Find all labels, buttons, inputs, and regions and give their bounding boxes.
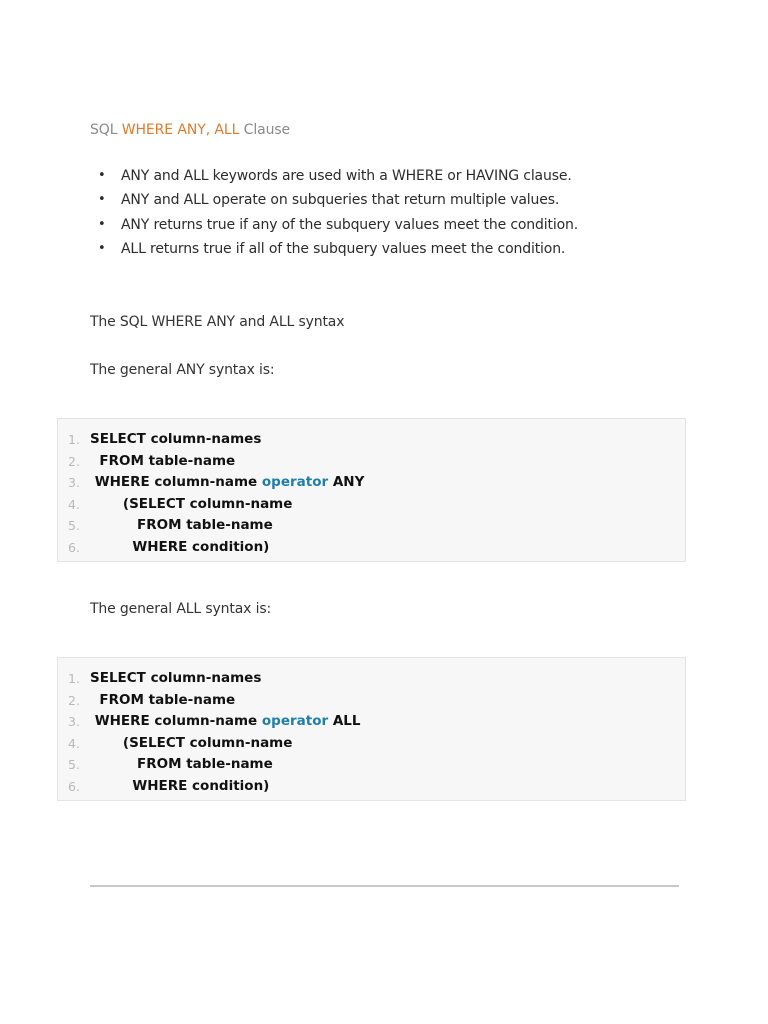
code-line bbox=[58, 776, 685, 798]
line-number: 3. bbox=[68, 714, 80, 729]
line-number: 4. bbox=[68, 735, 80, 751]
all-syntax-code-block[interactable] bbox=[57, 657, 686, 801]
code-indent bbox=[90, 496, 123, 512]
code-indent bbox=[90, 778, 132, 794]
code-text bbox=[90, 515, 273, 537]
bullet-item: • ALL returns true if all of the subquery values meet the condition. bbox=[98, 237, 578, 261]
code-line bbox=[58, 472, 685, 494]
code-segment: FROM table-name bbox=[137, 756, 273, 772]
code-segment: ALL bbox=[328, 713, 361, 729]
code-text bbox=[90, 429, 261, 451]
code-line bbox=[58, 690, 685, 712]
code-text bbox=[90, 451, 235, 473]
code-segment: SELECT column-names bbox=[90, 670, 262, 686]
code-text bbox=[90, 494, 292, 516]
code-keyword: operator bbox=[261, 474, 329, 490]
bullet-item: • ANY returns true if any of the subquery values meet the condition. bbox=[98, 213, 578, 237]
code-segment: FROM table-name bbox=[99, 691, 236, 708]
code-line bbox=[58, 494, 685, 516]
code-text bbox=[90, 733, 292, 755]
line-number: 4. bbox=[68, 496, 80, 512]
code-segment: FROM table-name bbox=[99, 452, 236, 469]
code-line bbox=[58, 733, 685, 755]
code-text bbox=[90, 668, 261, 690]
horizontal-divider bbox=[90, 885, 679, 887]
code-segment: (SELECT column-name bbox=[122, 495, 293, 512]
code-text bbox=[90, 711, 360, 733]
code-text bbox=[90, 690, 235, 712]
line-number: 5. bbox=[68, 518, 80, 533]
code-indent bbox=[90, 517, 137, 533]
code-line bbox=[58, 537, 685, 559]
line-number: 2. bbox=[68, 453, 80, 469]
code-indent bbox=[90, 453, 99, 469]
code-indent bbox=[90, 735, 123, 751]
line-number: 1. bbox=[68, 432, 80, 447]
bullet-list bbox=[98, 164, 578, 261]
code-segment: WHERE condition) bbox=[132, 777, 270, 794]
code-segment: ANY bbox=[328, 474, 365, 490]
code-segment: FROM table-name bbox=[137, 517, 273, 533]
heading-prefix: SQL bbox=[90, 122, 122, 138]
code-line bbox=[58, 429, 685, 451]
code-indent bbox=[90, 756, 137, 772]
heading-suffix: Clause bbox=[239, 122, 291, 138]
heading-highlight: WHERE ANY, ALL bbox=[121, 122, 240, 138]
syntax-intro-paragraph: The SQL WHERE ANY and ALL syntax bbox=[90, 314, 345, 330]
code-indent bbox=[90, 692, 99, 708]
code-text bbox=[90, 537, 269, 559]
code-indent bbox=[90, 539, 132, 555]
all-syntax-paragraph: The general ALL syntax is: bbox=[90, 601, 272, 617]
code-line bbox=[58, 668, 685, 690]
line-number: 6. bbox=[68, 778, 80, 794]
line-number: 6. bbox=[68, 539, 80, 555]
code-text bbox=[90, 754, 273, 776]
code-keyword: operator bbox=[261, 713, 329, 729]
line-number: 3. bbox=[68, 475, 80, 490]
bullet-item: • ANY and ALL operate on subqueries that return multiple values. bbox=[98, 188, 578, 212]
bullet-item: • ANY and ALL keywords are used with a WHERE or HAVING clause. bbox=[98, 164, 578, 188]
code-segment: WHERE column-name bbox=[94, 713, 262, 729]
line-number: 2. bbox=[68, 692, 80, 708]
any-syntax-paragraph: The general ANY syntax is: bbox=[90, 362, 275, 378]
line-number: 5. bbox=[68, 757, 80, 772]
any-syntax-code-block[interactable] bbox=[57, 418, 686, 562]
code-line bbox=[58, 754, 685, 776]
code-segment: WHERE column-name bbox=[94, 474, 262, 490]
code-segment: SELECT column-names bbox=[90, 431, 262, 447]
code-line bbox=[58, 515, 685, 537]
code-text bbox=[90, 776, 269, 798]
code-text bbox=[90, 472, 364, 494]
code-line bbox=[58, 451, 685, 473]
code-line bbox=[58, 711, 685, 733]
code-segment: WHERE condition) bbox=[132, 538, 270, 555]
section-heading bbox=[90, 122, 290, 138]
code-segment: (SELECT column-name bbox=[122, 734, 293, 751]
line-number: 1. bbox=[68, 671, 80, 686]
